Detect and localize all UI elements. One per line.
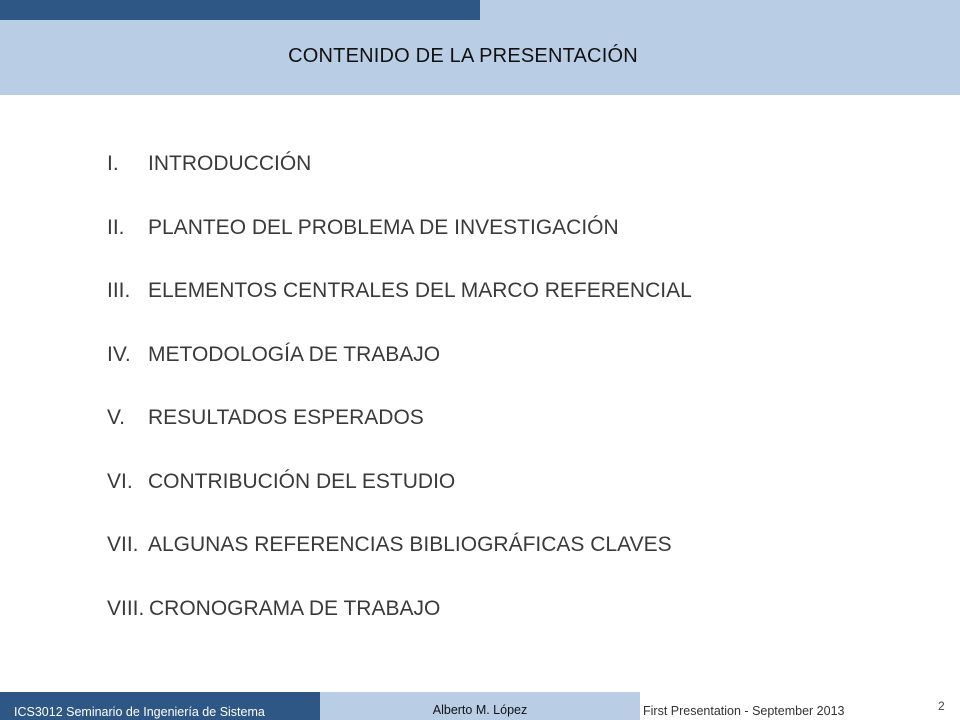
agenda-item-text: PLANTEO DEL PROBLEMA DE INVESTIGACIÓN [148,215,619,239]
agenda-item-text: CONTRIBUCIÓN DEL ESTUDIO [148,469,456,493]
agenda-item-text: INTRODUCCIÓN [148,152,312,175]
footer-event-label: First Presentation - September 2013 [643,704,845,718]
agenda-item-number: III. [107,279,131,302]
header-accent-bar [0,0,480,20]
agenda-item-text: ALGUNAS REFERENCIAS BIBLIOGRÁFICAS CLAVES [148,533,672,556]
agenda-item-text: ELEMENTOS CENTRALES DEL MARCO REFERENCIAL [148,279,692,302]
header-light-bar [480,0,960,20]
agenda-item-number: I. [107,152,119,175]
page-number: 2 [938,699,945,713]
footer-author-label: Alberto M. López [432,703,528,717]
agenda-item-text: METODOLOGÍA DE TRABAJO [148,342,441,366]
agenda-item-number: VI. [107,469,133,493]
footer-course-label: ICS3012 Seminario de Ingeniería de Sistema [14,705,265,719]
agenda-item-text: RESULTADOS ESPERADOS [148,406,424,429]
agenda-item-number: V. [107,406,125,429]
agenda-item-number: IV. [107,342,131,366]
agenda-item-text: CRONOGRAMA DE TRABAJO [149,596,441,620]
slide-title: CONTENIDO DE LA PRESENTACIÓN [288,45,638,67]
agenda-item-number: VIII. [107,596,145,620]
agenda-item-number: VII. [107,533,139,556]
agenda-item-number: II. [107,215,125,239]
